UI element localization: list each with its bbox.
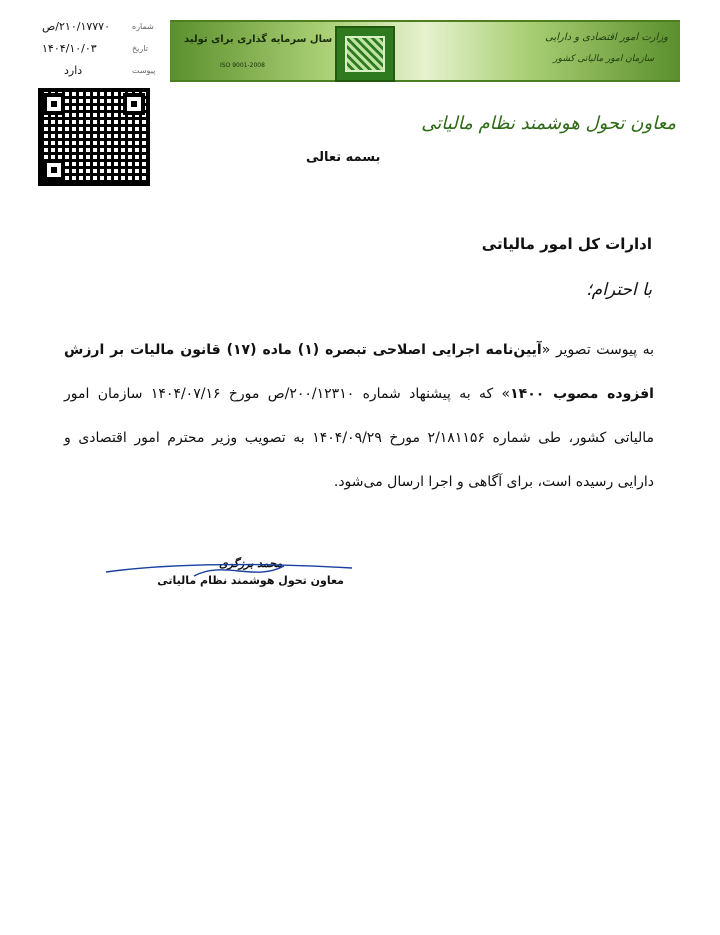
letter-date: ۱۴۰۴/۱۰/۰۳ xyxy=(42,42,97,55)
body-part-1: به پیوست تصویر « xyxy=(541,342,654,358)
letter-body xyxy=(64,328,654,504)
letter-attachment: دارد xyxy=(64,64,83,77)
qr-code xyxy=(38,88,150,186)
year-slogan: سال سرمایه گذاری برای تولید xyxy=(184,34,333,45)
letterhead-band xyxy=(170,20,680,82)
label-number: شماره xyxy=(132,22,154,31)
label-date: تاریخ xyxy=(132,44,148,53)
signer-title: معاون تحول هوشمند نظام مالیاتی xyxy=(157,574,344,587)
deputy-title: معاون تحول هوشمند نظام مالیاتی xyxy=(421,113,676,134)
addressee: ادارات کل امور مالیاتی xyxy=(481,235,652,253)
ministry-name: وزارت امور اقتصادی و دارایی xyxy=(545,32,668,43)
bismillah: بسمه تعالی xyxy=(306,150,381,165)
greeting: با احترام؛ xyxy=(586,280,652,300)
iso-label: ISO 9001-2008 xyxy=(220,62,265,69)
signature-scribble xyxy=(104,556,354,586)
emblem-icon xyxy=(335,26,395,82)
label-attachment: پیوست xyxy=(132,66,156,75)
body-bold-title: آیین‌نامه اجرایی اصلاحی تبصره (۱) ماده (۱۷) قانون مالیات بر ارزش افزوده مصوب ۱۴۰۰ xyxy=(64,342,654,402)
organization-name: سازمان امور مالیاتی کشور xyxy=(553,54,654,64)
letter-number: ۲۱۰/۱۷۷۷۰/ص xyxy=(42,20,110,33)
body-part-2: » که به پیشنهاد شماره ۲۰۰/۱۲۳۱۰/ص مورخ ۱۴۰۴/۰۷/۱۶ سازمان امور مالیاتی کشور، طی شماره ۲/۱۸۱۱۵۶ مورخ ۱۴۰۴/۰۹/۲۹ به تصویب وزیر محترم امور اقتصادی و دارایی رسیده است، برای آگاهی و اجرا ارسال می‌شود. xyxy=(64,386,654,490)
signer-name: محمد برزگری xyxy=(218,557,283,570)
